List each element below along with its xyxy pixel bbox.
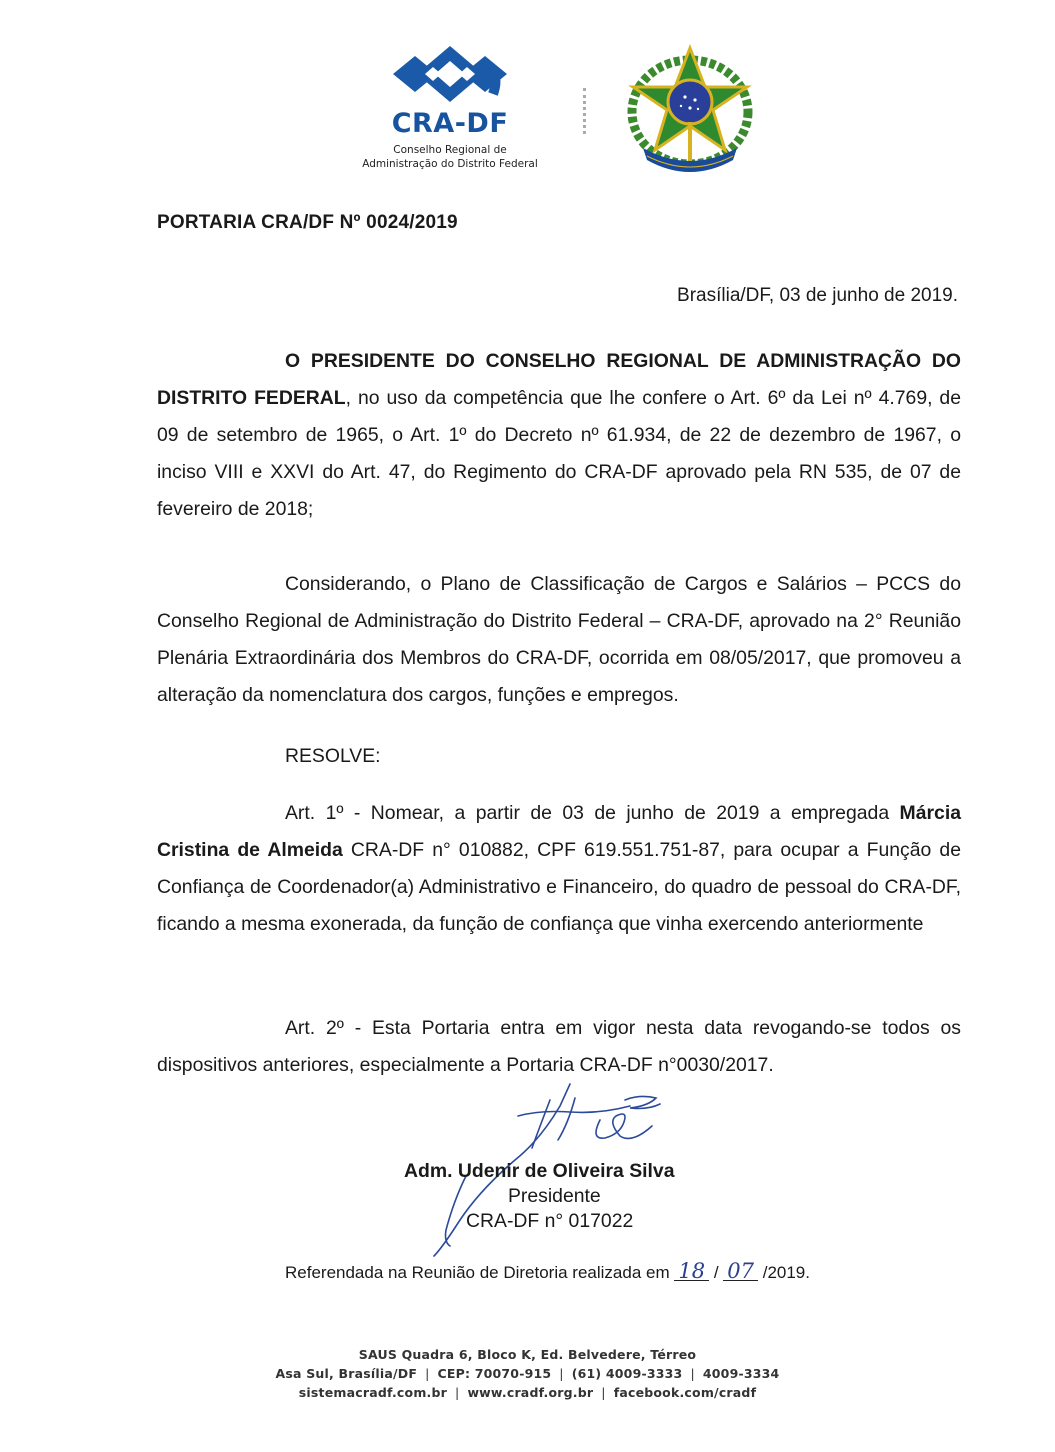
coat-of-arms-icon: [625, 42, 755, 172]
footer-divider: |: [455, 1385, 460, 1400]
footer-address: SAUS Quadra 6, Bloco K, Ed. Belvedere, Térreo: [358, 1347, 697, 1362]
logo-name: CRA-DF: [391, 108, 509, 139]
footer-site-2[interactable]: www.cradf.org.br: [467, 1385, 594, 1400]
footer-cep: CEP: 70070-915: [437, 1366, 552, 1381]
referendum-separator: /: [709, 1263, 724, 1282]
considering-paragraph: Considerando, o Plano de Classificação de Cargos e Salários – PCCS do Conselho Regional de Administração do Distrito Federal – CRA-DF, aprovado na 2° Reunião Plenária Extraordinária dos Membros do CRA-DF, ocorrida em 08/05/2017, que promoveu a alteração da nomenclatura dos cargos, funções e empregos.: [157, 573, 961, 706]
footer-divider: |: [559, 1366, 564, 1381]
footer-city: Asa Sul, Brasília/DF: [275, 1366, 418, 1381]
referendum-year: /2019.: [758, 1263, 810, 1282]
header-divider: [583, 88, 589, 134]
article-2: Art. 2º - Esta Portaria entra em vigor nesta data revogando-se todos os dispositivos anteriores, especialmente a Portaria CRA-DF n°0030/2017.: [157, 1017, 961, 1076]
cra-df-logo: [355, 42, 545, 172]
logo-subtitle-line1: Conselho Regional de: [393, 144, 507, 156]
employee-name: Márcia Cristina de Almeida: [157, 802, 961, 861]
footer-phone-2: 4009-3334: [702, 1366, 780, 1381]
document-title: PORTARIA CRA/DF Nº 0024/2019: [157, 212, 458, 233]
signatory-role: Presidente: [508, 1185, 601, 1207]
article-1: [157, 795, 961, 943]
referendum-text: Referendada na Reunião de Diretoria realizada em: [285, 1263, 675, 1282]
footer-phone-1: (61) 4009-3333: [571, 1366, 683, 1381]
footer-links: [0, 1385, 1055, 1400]
footer-divider: |: [690, 1366, 695, 1381]
footer-divider: |: [425, 1366, 430, 1381]
footer-divider: |: [601, 1385, 606, 1400]
footer-social[interactable]: facebook.com/cradf: [613, 1385, 757, 1400]
footer-site-1[interactable]: sistemacradf.com.br: [298, 1385, 448, 1400]
document-date: Brasília/DF, 03 de junho de 2019.: [677, 285, 958, 306]
signatory-registration: CRA-DF n° 017022: [466, 1210, 634, 1232]
referendum-line: [285, 1259, 810, 1283]
logo-subtitle-line2: Administração do Distrito Federal: [362, 158, 538, 170]
preamble-paragraph: [157, 343, 961, 528]
preamble-text: , no uso da competência que lhe confere o Art. 6º da Lei nº 4.769, de 09 de setembro de 1965, o Art. 1º do Decreto nº 61.934, de 22 de dezembro de 1967, o inciso VIII e XXVI do Art. 47, do Regimento do CRA-DF aprovado pela RN 535, de 07 de fevereiro de 2018;: [157, 387, 962, 520]
resolve-heading: RESOLVE:: [285, 745, 381, 767]
referendum-day: 18: [674, 1262, 709, 1281]
referendum-month: 07: [723, 1262, 758, 1281]
footer-contact: [0, 1366, 1055, 1381]
article-1-start: Art. 1º - Nomear, a partir de 03 de junho de 2019 a empregada: [285, 802, 900, 824]
preamble-authority: O PRESIDENTE DO CONSELHO REGIONAL DE ADMINISTRAÇÃO DO DISTRITO FEDERAL: [157, 350, 961, 409]
signatory-name: Adm. Udenir de Oliveira Silva: [404, 1160, 675, 1182]
cra-diamond-emblem-icon: [355, 42, 545, 108]
article-1-rest: CRA-DF n° 010882, CPF 619.551.751-87, para ocupar a Função de Confiança de Coordenador(a) Administrativo e Financeiro, do quadro de pessoal do CRA-DF, ficando a mesma exonerada, da função de confiança que vinha exercendo anteriormente: [157, 839, 962, 935]
